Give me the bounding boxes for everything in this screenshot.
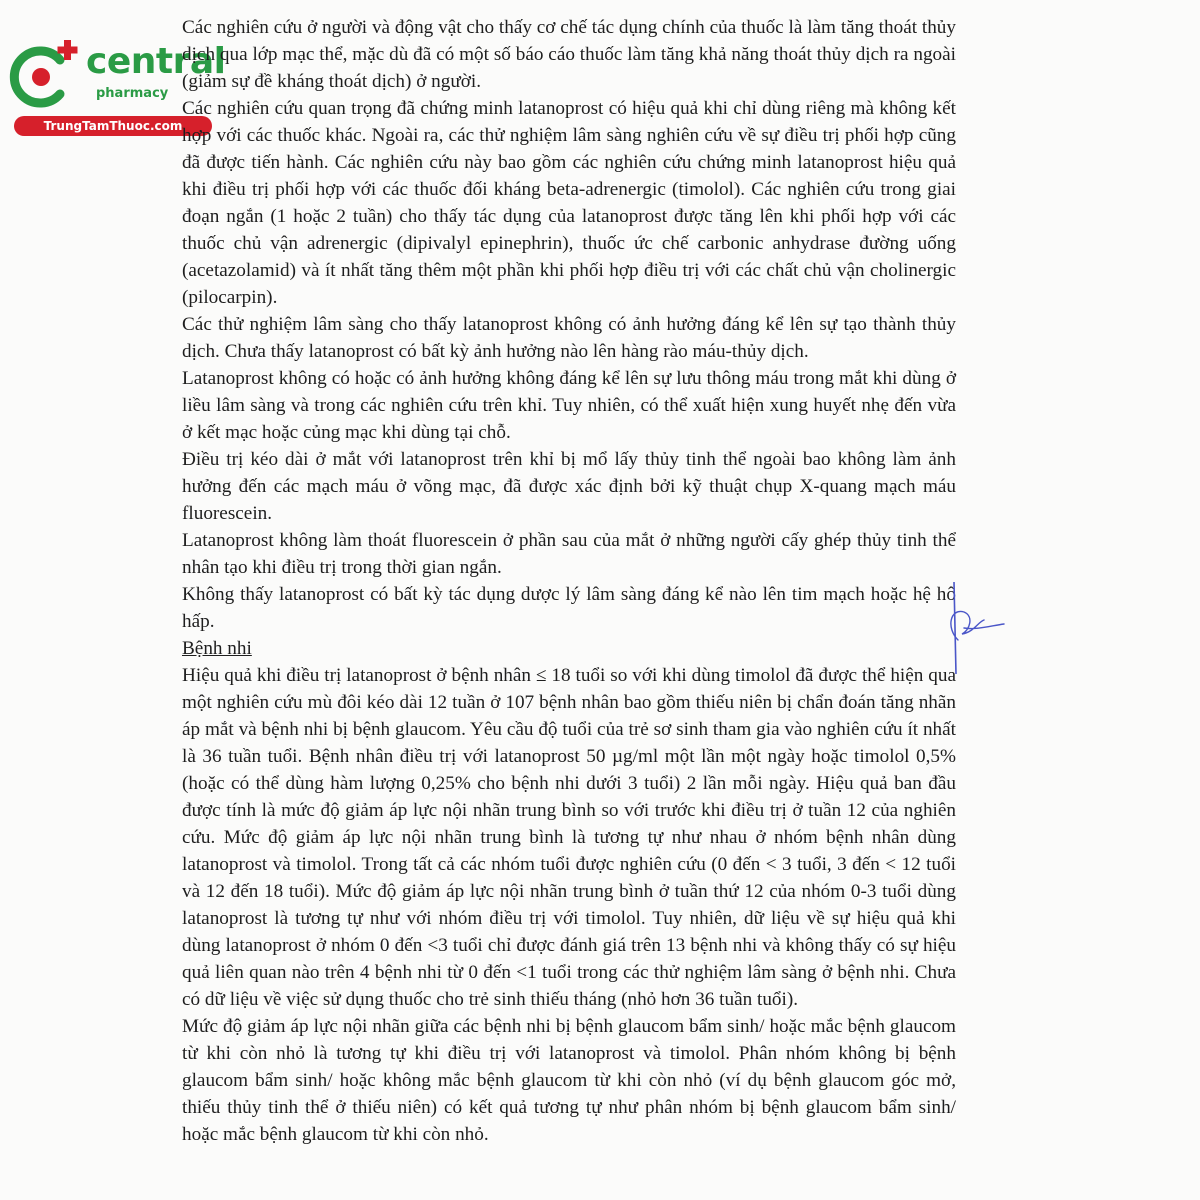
paragraph: Mức độ giảm áp lực nội nhãn giữa các bệnh nhi bị bệnh glaucom bẩm sinh/ hoặc mắc bệnh glaucom từ khi còn nhỏ là tương tự khi điều trị với latanoprost và timolol. Phân nhóm không bị bệnh glaucom bẩm sinh/ hoặc không mắc bệnh glaucom từ khi còn nhỏ (ví dụ bệnh glaucom góc mở, thiếu thủy tinh thể ở thiếu niên) có kết quả tương tự như phân nhóm bị bệnh glaucom bẩm sinh/ hoặc mắc bệnh glaucom từ khi còn nhỏ. [182,1016,956,1145]
pharmacy-c-plus-icon [8,36,88,116]
paragraph: Không thấy latanoprost có bất kỳ tác dụng dược lý lâm sàng đáng kể nào lên tim mạch hoặc hệ hô hấp. [182,584,956,632]
signature-mark [940,578,1010,678]
paragraph: Latanoprost không làm thoát fluorescein ở phần sau của mắt ở những người cấy ghép thủy tinh thể nhân tạo khi điều trị trong thời gian ngắn. [182,530,956,578]
paragraph: Các nghiên cứu ở người và động vật cho thấy cơ chế tác dụng chính của thuốc là làm tăng thoát thủy dịch qua lớp mạc thể, mặc dù đã có một số báo cáo thuốc làm tăng khả năng thoát thủy dịch ra ngoài (giảm sự đề kháng thoát dịch) ở người. [182,17,956,92]
paragraph: Điều trị kéo dài ở mắt với latanoprost trên khỉ bị mổ lấy thủy tinh thể ngoài bao không làm ảnh hưởng đến các mạch máu ở võng mạc, đã được xác định bởi kỹ thuật chụp X-quang mạch máu fluorescein. [182,449,956,524]
logo-subtitle: pharmacy [96,86,169,101]
logo-url-badge[interactable]: TrungTamThuoc.com [14,116,212,136]
paragraph: Các thử nghiệm lâm sàng cho thấy latanoprost không có ảnh hưởng đáng kể lên sự tạo thành thủy dịch. Chưa thấy latanoprost có bất kỳ ảnh hưởng nào lên hàng rào máu-thủy dịch. [182,314,956,362]
logo-brand-text: central [86,41,226,82]
document-body [182,14,956,1148]
paragraph: Các nghiên cứu quan trọng đã chứng minh latanoprost có hiệu quả khi chỉ dùng riêng mà không kết hợp với các thuốc khác. Ngoài ra, các thử nghiệm lâm sàng nghiên cứu về sự điều trị phối hợp cũng đã được tiến hành. Các nghiên cứu này bao gồm các nghiên cứu chứng minh latanoprost hiệu quả khi điều trị phối hợp với các thuốc đối kháng beta-adrenergic (timolol). Các nghiên cứu trong giai đoạn ngắn (1 hoặc 2 tuần) cho thấy tác dụng của latanoprost được tăng lên khi phối hợp với các thuốc chủ vận adrenergic (dipivalyl epinephrin), thuốc ức chế carbonic anhydrase đường uống (acetazolamid) và ít nhất tăng thêm một phần khi phối hợp điều trị với các chất chủ vận cholinergic (pilocarpin). [182,98,956,308]
paragraph: Hiệu quả khi điều trị latanoprost ở bệnh nhân ≤ 18 tuổi so với khi dùng timolol đã được thể hiện qua một nghiên cứu mù đôi kéo dài 12 tuần ở 107 bệnh nhân bao gồm thiếu niên bị chẩn đoán tăng nhãn áp mắt và bệnh nhi bị bệnh glaucom. Yêu cầu độ tuổi của trẻ sơ sinh tham gia vào nghiên cứu ít nhất là 36 tuần tuổi. Bệnh nhân điều trị với latanoprost 50 µg/ml một lần một ngày hoặc timolol 0,5% (hoặc có thể dùng hàm lượng 0,25% cho bệnh nhi dưới 3 tuổi) 2 lần mỗi ngày. Hiệu quả ban đầu được tính là mức độ giảm áp lực nội nhãn trung bình so với trước khi điều trị ở tuần 12 của nghiên cứu. Mức độ giảm áp lực nội nhãn trung bình là tương tự như nhau ở nhóm bệnh nhân dùng latanoprost và timolol. Trong tất cả các nhóm tuổi được nghiên cứu (0 đến < 3 tuổi, 3 đến < 12 tuổi và 12 đến 18 tuổi). Mức độ giảm áp lực nội nhãn trung bình ở tuần thứ 12 của nhóm 0-3 tuổi dùng latanoprost là tương tự như với nhóm điều trị với timolol. Tuy nhiên, dữ liệu về sự hiệu quả khi dùng latanoprost ở nhóm 0 đến <3 tuổi chỉ được đánh giá trên 13 bệnh nhi và không thấy có sự hiệu quả liên quan nào trên 4 bệnh nhi từ 0 đến <1 tuổi trong các thử nghiệm lâm sàng ở bệnh nhi. Chưa có dữ liệu về việc sử dụng thuốc cho trẻ sinh thiếu tháng (nhỏ hơn 36 tuần tuổi). [182,665,956,1010]
section-heading: Bệnh nhi [182,638,252,659]
paragraph: Latanoprost không có hoặc có ảnh hưởng không đáng kể lên sự lưu thông máu trong mắt khi dùng ở liều lâm sàng và trong các nghiên cứu trên khỉ. Tuy nhiên, có thể xuất hiện xung huyết nhẹ đến vừa ở kết mạc hoặc củng mạc khi dùng tại chỗ. [182,368,956,443]
